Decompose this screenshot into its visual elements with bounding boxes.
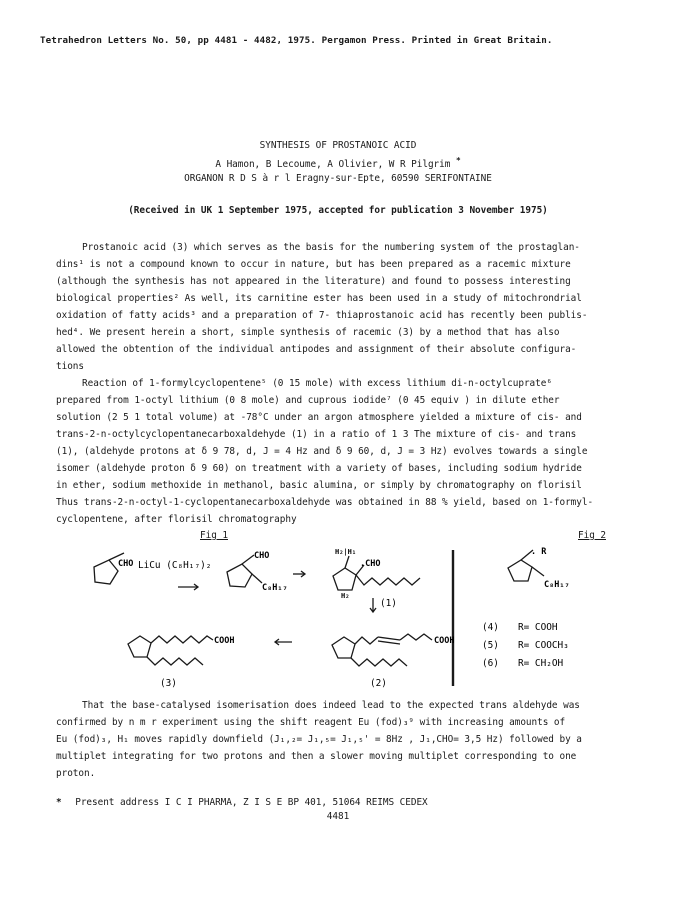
octyl-label: C₈H₁₇ xyxy=(262,583,288,593)
text-line: tions xyxy=(56,361,84,372)
text-line: prepared from 1-octyl lithium (0 8 mole) and cuprous iodide⁷ (0 45 equiv ) in dilute ether xyxy=(56,395,560,406)
reaction-scheme xyxy=(0,540,676,690)
text-line: Thus trans-2-n-octyl-1-cyclopentanecarboxaldehyde was obtained in 88 % yield, based on 1-formyl- xyxy=(56,497,594,508)
text-line: trans-2-n-octylcyclopentanecarboxaldehyde (1) in a ratio of 1 3 The mixture of cis- and trans xyxy=(56,429,577,440)
cho-label: .CHO xyxy=(360,559,381,569)
h1-h2-label: H₂|H₁ xyxy=(335,548,357,556)
cuprate-reagent-label: LiCu (C₈H₁₇)₂ xyxy=(138,560,212,571)
footnote-text: Present address I C I PHARMA, Z I S E BP 401, 51064 REIMS CEDEX xyxy=(75,797,428,808)
paper-title: SYNTHESIS OF PROSTANOIC ACID xyxy=(259,140,417,151)
compound-6-number: (6) xyxy=(482,658,499,669)
text-line: allowed the obtention of the individual antipodes and assignment of their absolute configura- xyxy=(56,344,577,355)
authors-names: A Hamon, B Lecoume, A Olivier, W R Pilgrim xyxy=(215,159,451,171)
text-line: Prostanoic acid (3) which serves as the basis for the numbering system of the prostaglan- xyxy=(82,242,580,253)
text-line: Reaction of 1-formylcyclopentene⁵ (0 15 mole) with excess lithium di-n-octylcuprate⁶ xyxy=(82,378,552,389)
text-line: hed⁴. We present herein a short, simple synthesis of racemic (3) by a method that has also xyxy=(56,327,560,338)
figure-1-label: Fig 1 xyxy=(200,530,228,541)
compound-3-number: (3) xyxy=(160,678,177,689)
text-line: (although the synthesis has not appeared in the literature) and found to possess interesting xyxy=(56,276,571,287)
compound-5-r: R= COOCH₃ xyxy=(518,640,569,651)
footnote xyxy=(56,797,428,808)
figure-2-label: Fig 2 xyxy=(578,530,606,541)
r-group-label: . R xyxy=(531,547,547,557)
text-line: solution (2 5 1 total volume) at -78°C under an argon atmosphere yielded a mixture of cis- and xyxy=(56,412,582,423)
affiliation: ORGANON R D S à r l Eragny-sur-Epte, 60590 SERIFONTAINE xyxy=(184,173,492,184)
text-line: confirmed by n m r experiment using the shift reagent Eu (fod)₃⁹ with increasing amounts of xyxy=(56,717,566,728)
journal-header: Tetrahedron Letters No. 50, pp 4481 - 4482, 1975. Pergamon Press. Printed in Great Britain. xyxy=(40,35,553,46)
text-line: in ether, sodium methoxide in methanol, basic alumina, or simply by chromatography on florisil xyxy=(56,480,582,491)
text-line: (1), (aldehyde protons at δ 9 78, d, J = 4 Hz and δ 9 60, d, J = 3 Hz) evolves towards a single xyxy=(56,446,588,457)
text-line: That the base-catalysed isomerisation does indeed lead to the expected trans aldehyde was xyxy=(82,700,580,711)
cooh-label: COOH xyxy=(434,636,455,646)
text-line: biological properties² As well, its carnitine ester has been used in a study of mitochrondrial xyxy=(56,293,582,304)
text-line: cyclopentene, after florisil chromatography xyxy=(56,514,297,525)
text-line: dins¹ is not a compound known to occur in nature, but has been prepared as a racemic mixture xyxy=(56,259,571,270)
text-line: isomer (aldehyde proton δ 9 60) on treatment with a variety of bases, including sodium hydride xyxy=(56,463,582,474)
cho-label: CHO xyxy=(118,559,134,569)
compound-2-number: (2) xyxy=(370,678,387,689)
cooh-label: COOH xyxy=(214,636,235,646)
page-number: 4481 xyxy=(326,811,350,822)
text-line: multiplet integrating for two protons and then a slower moving multiplet corresponding to one xyxy=(56,751,577,762)
octyl-label: C₈H₁₇ xyxy=(544,580,570,590)
text-line: Eu (fod)₃, H₁ moves rapidly downfield (J₁,₂= J₁,₅= J₁,₅' = 8Hz , J₁,CHO= 3,5 Hz) followed by a xyxy=(56,734,582,745)
compound-4-number: (4) xyxy=(482,622,499,633)
compound-5-number: (5) xyxy=(482,640,499,651)
authors xyxy=(0,156,676,170)
compound-6-r: R= CH₂OH xyxy=(518,658,564,669)
text-line: oxidation of fatty acids³ and a preparation of 7- thiaprostanoic acid has recently been publis- xyxy=(56,310,588,321)
compound-4-r: R= COOH xyxy=(518,622,558,633)
figure-2-substituent-list xyxy=(482,622,569,669)
received-dates: (Received in UK 1 September 1975, accepted for publication 3 November 1975) xyxy=(128,205,548,216)
cho-label: CHO xyxy=(254,551,270,561)
h2-label: H₂ xyxy=(341,592,350,600)
footnote-mark: * xyxy=(56,797,62,808)
compound-3-structure xyxy=(128,636,213,665)
authors-footnote-mark: * xyxy=(455,156,461,165)
compound-1-number: (1) xyxy=(380,598,397,609)
text-line: proton. xyxy=(56,768,96,779)
compound-2-structure xyxy=(332,634,432,666)
